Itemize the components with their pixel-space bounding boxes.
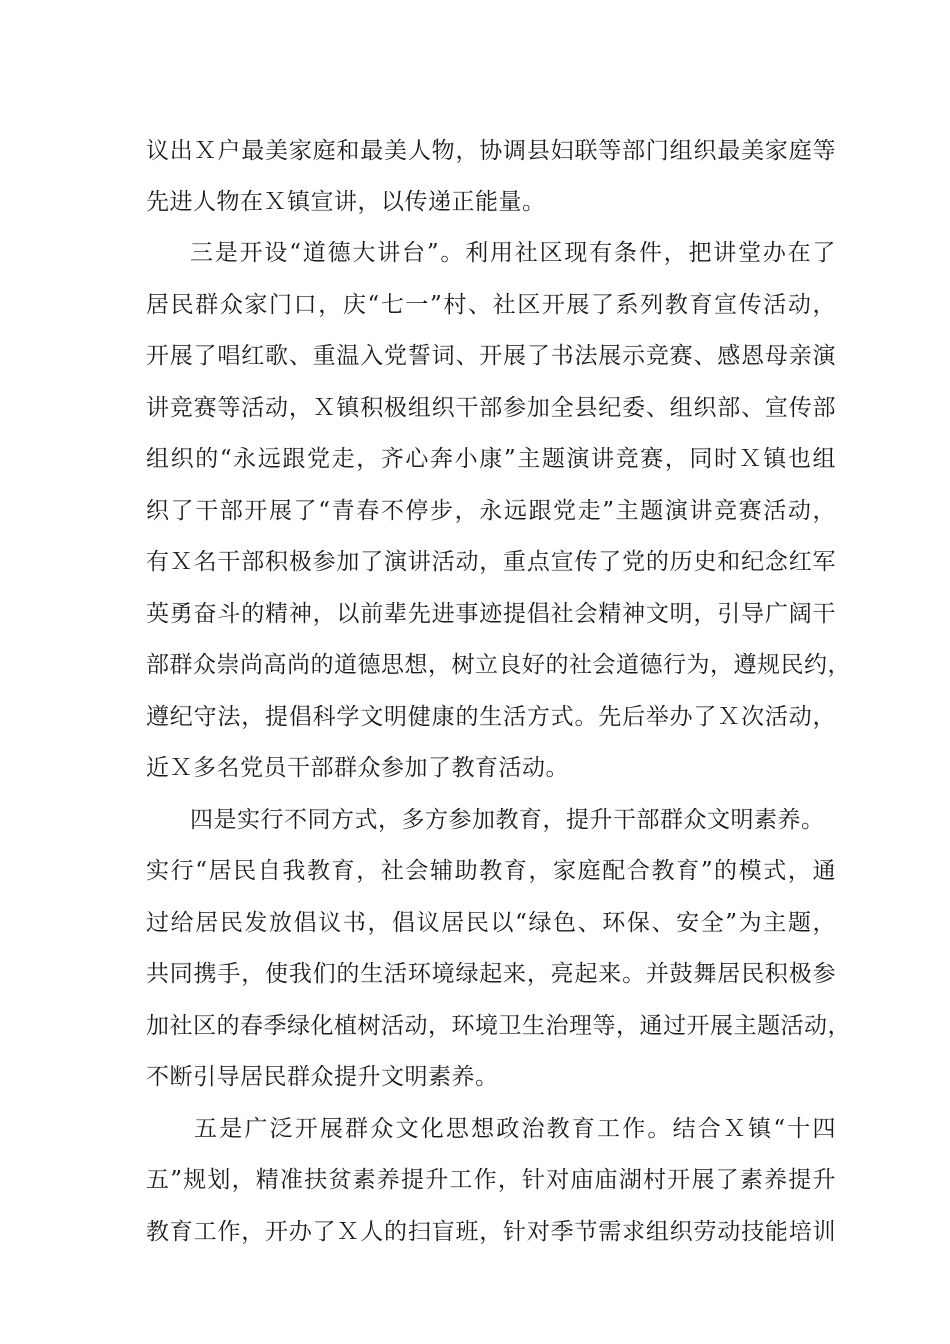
text-line: 开展了唱红歌、重温入党誓词、开展了书法展示竞赛、感恩母亲演 <box>146 343 836 369</box>
text-line: 议出Ｘ户最美家庭和最美人物，协调县妇联等部门组织最美家庭等 <box>146 138 836 164</box>
text-line: 先进人物在Ｘ镇宣讲，以传递正能量。 <box>146 189 546 215</box>
text-line: 不断引导居民群众提升文明素养。 <box>146 1064 499 1090</box>
text-line: 英勇奋斗的精神，以前辈先进事迹提倡社会精神文明，引导广阔干 <box>146 601 836 627</box>
text-line: 居民群众家门口，庆“七一”村、社区开展了系列教育宣传活动， <box>146 292 836 318</box>
text-line: 织了干部开展了“青春不停步，永远跟党走”主题演讲竞赛活动， <box>146 498 836 524</box>
text-line: 部群众崇尚高尚的道德思想，树立良好的社会道德行为，遵规民约， <box>146 652 851 678</box>
text-line: 近Ｘ多名党员干部群众参加了教育活动。 <box>146 755 569 781</box>
paragraph-heading-3: 三是开设“道德大讲台”。利用社区现有条件，把讲堂办在了 <box>190 240 836 266</box>
text-line: 过给居民发放倡议书，倡议居民以“绿色、环保、安全”为主题， <box>146 910 836 936</box>
text-line: 实行“居民自我教育，社会辅助教育，家庭配合教育”的模式，通 <box>146 858 836 884</box>
text-line: 组织的“永远跟党走，齐心奔小康”主题演讲竞赛，同时Ｘ镇也组 <box>146 446 836 472</box>
paragraph-heading-5: 五是广泛开展群众文化思想政治教育工作。结合Ｘ镇“十四 <box>194 1116 836 1142</box>
text-line: 共同携手，使我们的生活环境绿起来，亮起来。并鼓舞居民积极参 <box>146 961 836 987</box>
text-line: 有Ｘ名干部积极参加了演讲活动，重点宣传了党的历史和纪念红军 <box>146 549 836 575</box>
paragraph-heading-4: 四是实行不同方式，多方参加教育，提升干部群众文明素养。 <box>190 807 825 833</box>
text-line: 讲竞赛等活动，Ｘ镇积极组织干部参加全县纪委、组织部、宣传部 <box>146 395 836 421</box>
text-line: 五”规划，精准扶贫素养提升工作，针对庙庙湖村开展了素养提升 <box>146 1167 836 1193</box>
text-line: 遵纪守法，提倡科学文明健康的生活方式。先后举办了Ｘ次活动， <box>146 704 836 730</box>
text-line: 加社区的春季绿化植树活动，环境卫生治理等，通过开展主题活动， <box>146 1013 851 1039</box>
text-line: 教育工作，开办了Ｘ人的扫盲班，针对季节需求组织劳动技能培训 <box>146 1219 836 1245</box>
